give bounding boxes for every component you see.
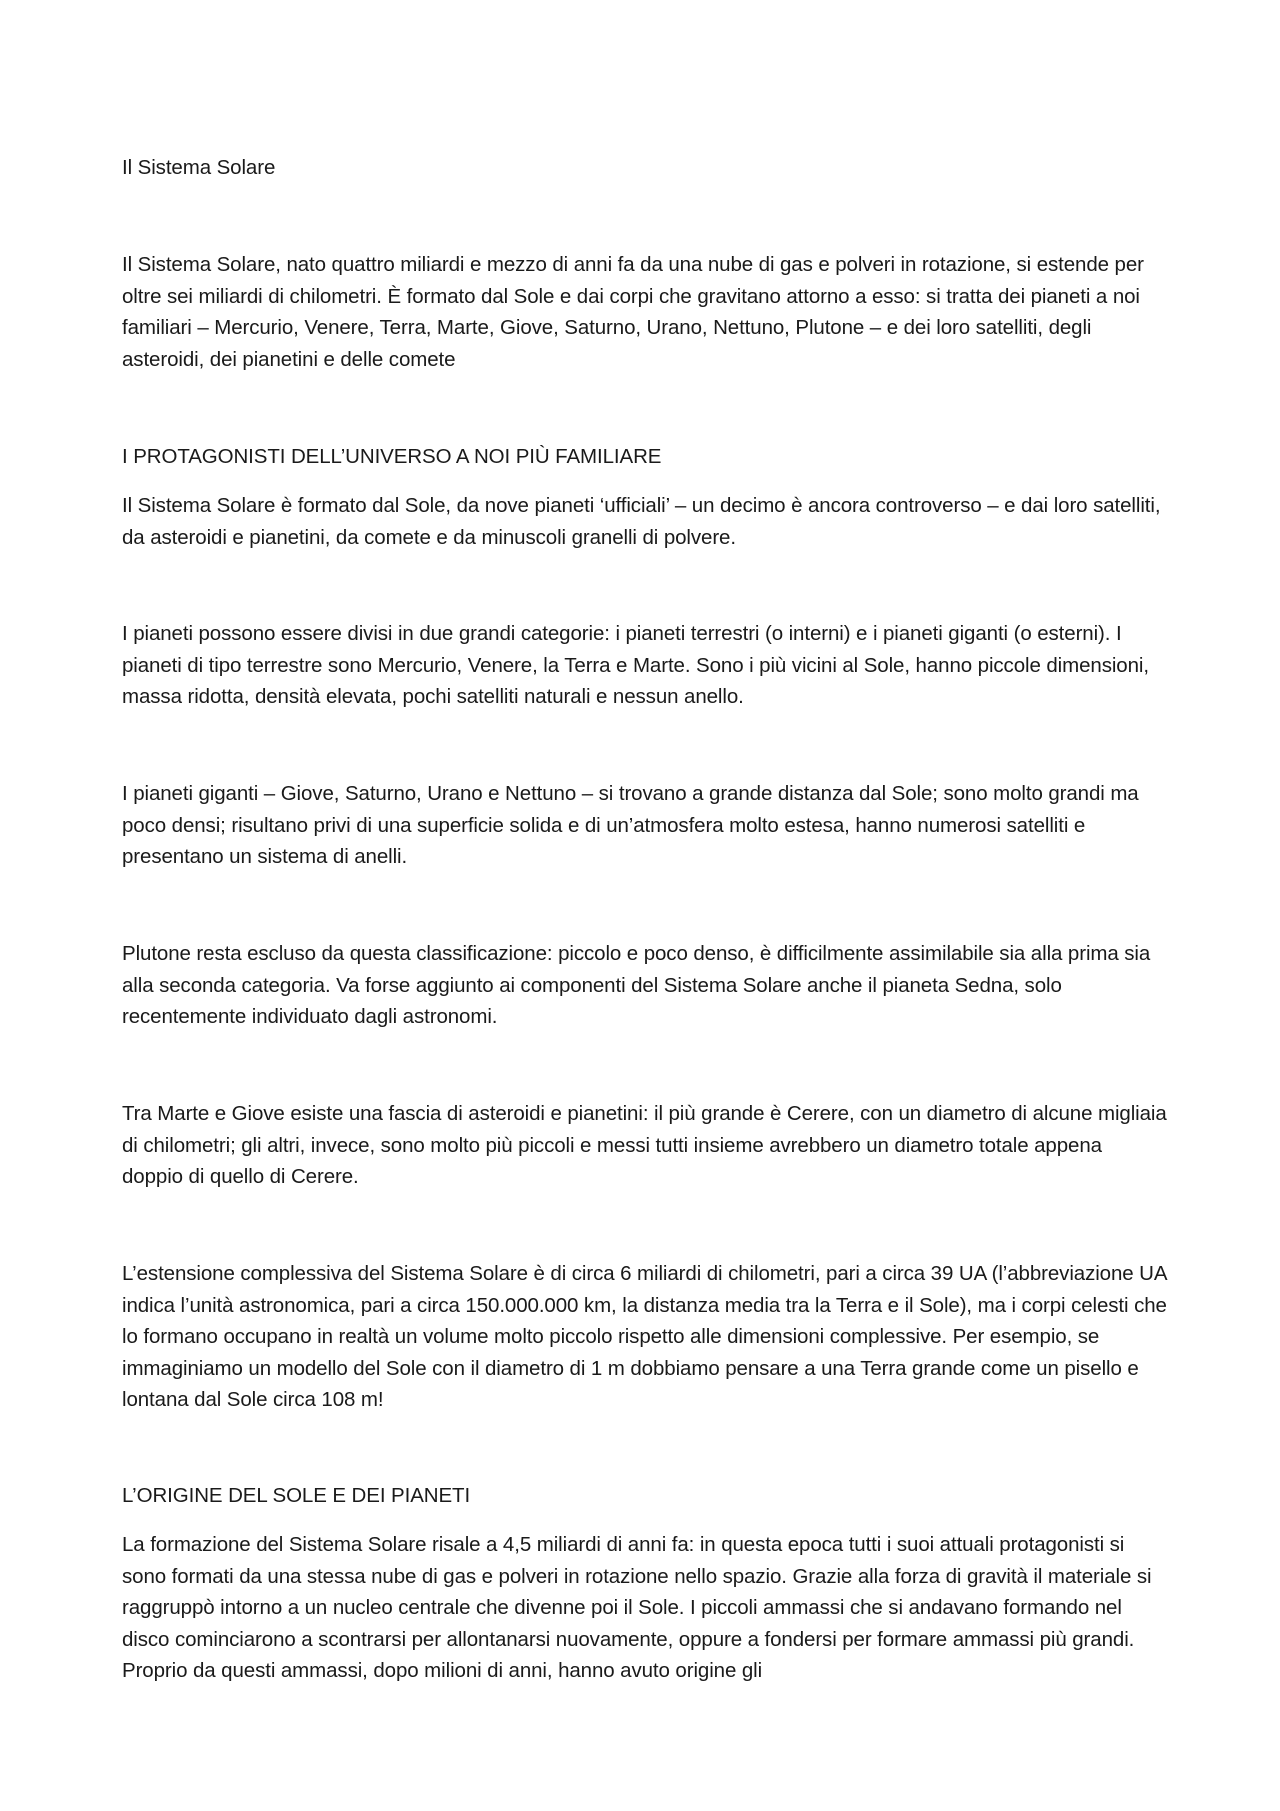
intro-paragraph: Il Sistema Solare, nato quattro miliardi e mezzo di anni fa da una nube di gas e polveri in rotazione, si estende per oltre sei miliardi di chilometri. È formato dal Sole e dai corpi che gravitano attorno a esso: si tratta dei pianeti a noi familiari – Mercurio, Venere, Terra, Marte, Giove, Saturno, Urano, Nettuno, Plutone – e dei loro satelliti, degli asteroidi, dei pianetini e delle comete xyxy=(122,253,1144,371)
section-heading-protagonisti: I PROTAGONISTI DELL’UNIVERSO A NOI PIÙ FAMILIARE xyxy=(122,445,662,468)
paragraph-pianeti-giganti: I pianeti giganti – Giove, Saturno, Urano e Nettuno – si trovano a grande distanza dal Sole; sono molto grandi ma poco densi; risultano privi di una superficie solida e di un’atmosfera molto estesa, hanno numerosi satelliti e presentano un sistema di anelli. xyxy=(122,782,1139,869)
paragraph-asteroidi: Tra Marte e Giove esiste una fascia di asteroidi e pianetini: il più grande è Cerere, con un diametro di alcune migliaia di chilometri; gli altri, invece, sono molto più piccoli e messi tutti insieme avrebbero un diametro totale appena doppio di quello di Cerere. xyxy=(122,1102,1167,1189)
paragraph-pianeti-terrestri: I pianeti possono essere divisi in due grandi categorie: i pianeti terrestri (o interni) e i pianeti giganti (o esterni). I pianeti di tipo terrestre sono Mercurio, Venere, la Terra e Marte. Sono i più vicini al Sole, hanno piccole dimensioni, massa ridotta, densità elevata, pochi satelliti naturali e nessun anello. xyxy=(122,622,1149,709)
section-heading-origine: L’ORIGINE DEL SOLE E DEI PIANETI xyxy=(122,1484,471,1507)
paragraph-composizione: Il Sistema Solare è formato dal Sole, da nove pianeti ‘ufficiali’ – un decimo è ancora controverso – e dai loro satelliti, da asteroidi e pianetini, da comete e da minuscoli granelli di polvere. xyxy=(122,494,1161,549)
paragraph-estensione: L’estensione complessiva del Sistema Solare è di circa 6 miliardi di chilometri, pari a circa 39 UA (l’abbreviazione UA indica l’unità astronomica, pari a circa 150.000.000 km, la distanza media tra la Terra e il Sole), ma i corpi celesti che lo formano occupano in realtà un volume molto piccolo rispetto alle dimensioni complessive. Per esempio, se immaginiamo un modello del Sole con il diametro di 1 m dobbiamo pensare a una Terra grande come un pisello e lontana dal Sole circa 108 m! xyxy=(122,1262,1167,1412)
document-title: Il Sistema Solare xyxy=(122,156,276,179)
paragraph-formazione: La formazione del Sistema Solare risale a 4,5 miliardi di anni fa: in questa epoca tutti i suoi attuali protagonisti si sono formati da una stessa nube di gas e polveri in rotazione nello spazio. Grazie alla forza di gravità il materiale si raggruppò intorno a un nucleo centrale che divenne poi il Sole. I piccoli ammassi che si andavano formando nel disco cominciarono a scontrarsi per allontanarsi nuovamente, oppure a fondersi per formare ammassi più grandi. Proprio da questi ammassi, dopo milioni di anni, hanno avuto origine gli xyxy=(122,1533,1152,1683)
paragraph-plutone: Plutone resta escluso da questa classificazione: piccolo e poco denso, è difficilmente assimilabile sia alla prima sia alla seconda categoria. Va forse aggiunto ai componenti del Sistema Solare anche il pianeta Sedna, solo recentemente individuato dagli astronomi. xyxy=(122,942,1151,1029)
